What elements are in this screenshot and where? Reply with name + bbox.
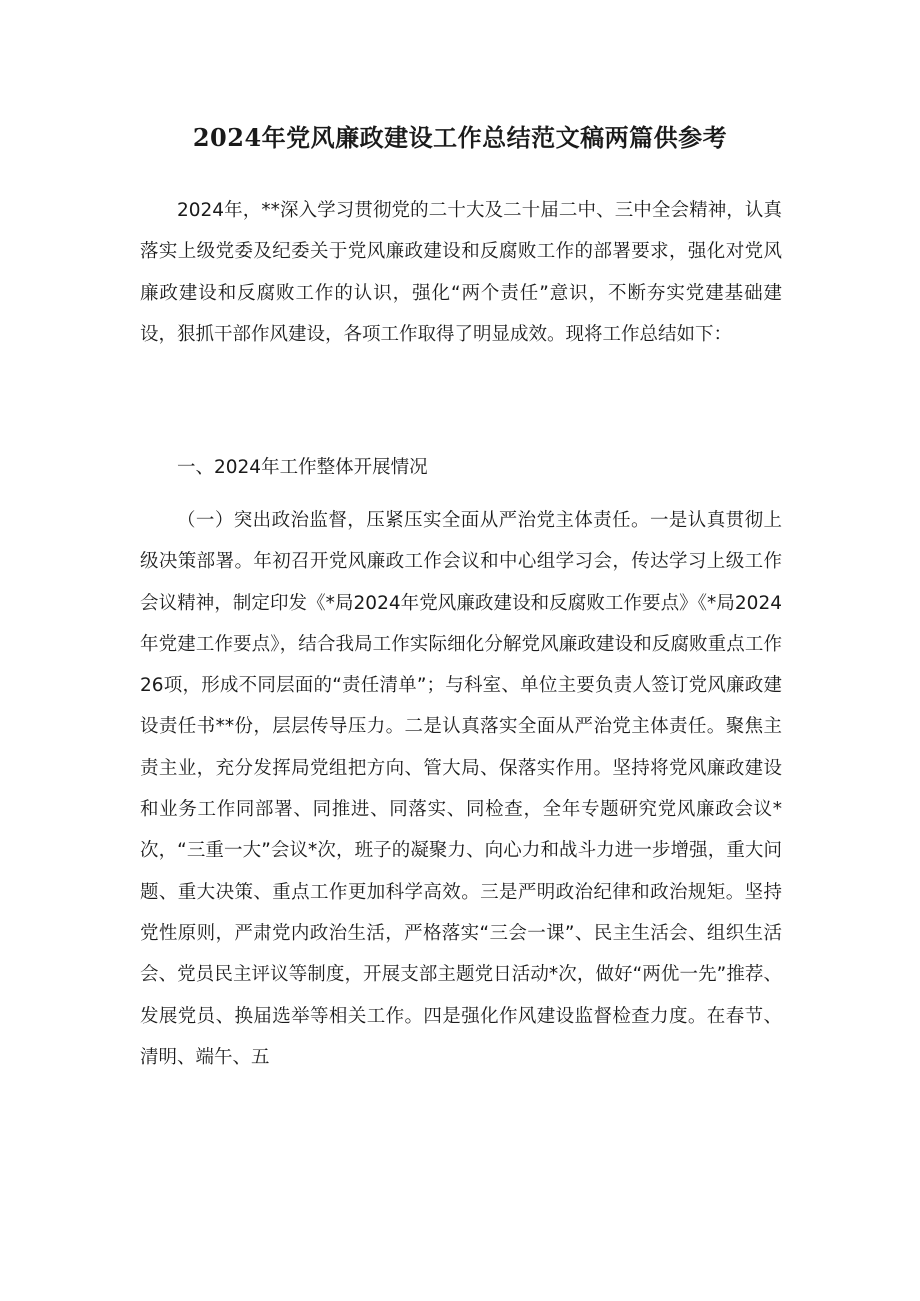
paragraph-intro-block — [140, 190, 782, 355]
paragraph-body: （一）突出政治监督，压紧压实全面从严治党主体责任。一是认真贯彻上级决策部署。年初召开党风廉政工作会议和中心组学习会，传达学习上级工作会议精神，制定印发《*局2024年党风廉政建设和反腐败工作要点》《*局2024年党建工作要点》，结合我局工作实际细化分解党风廉政建设和反腐败重点工作26项，形成不同层面的“责任清单”；与科室、单位主要负责人签订党风廉政建设责任书**份，层层传导压力。二是认真落实全面从严治党主体责任。聚焦主责主业，充分发挥局党组把方向、管大局、保落实作用。坚持将党风廉政建设和业务工作同部署、同推进、同落实、同检查，全年专题研究党风廉政会议*次，“三重一大”会议*次，班子的凝聚力、向心力和战斗力进一步增强，重大问题、重大决策、重点工作更加科学高效。三是严明政治纪律和政治规矩。坚持党性原则，严肃党内政治生活，严格落实“三会一课”、民主生活会、组织生活会、党员民主评议等制度，开展支部主题党日活动*次，做好“两优一先”推荐、发展党员、换届选举等相关工作。四是强化作风建设监督检查力度。在春节、清明、端午、五 — [140, 510, 782, 1068]
section-heading-block — [140, 447, 782, 488]
section-heading: 一、2024年工作整体开展情况 — [177, 457, 428, 478]
paragraph-intro: 2024年，**深入学习贯彻党的二十大及二十届二中、三中全会精神，认真落实上级党委及纪委关于党风廉政建设和反腐败工作的部署要求，强化对党风廉政建设和反腐败工作的认识，强化“两个责任”意识，不断夯实党建基础建设，狠抓干部作风建设，各项工作取得了明显成效。现将工作总结如下： — [140, 200, 782, 345]
document-title: 2024年党风廉政建设工作总结范文稿两篇供参考 — [192, 123, 728, 152]
paragraph-body-block — [140, 500, 782, 1078]
